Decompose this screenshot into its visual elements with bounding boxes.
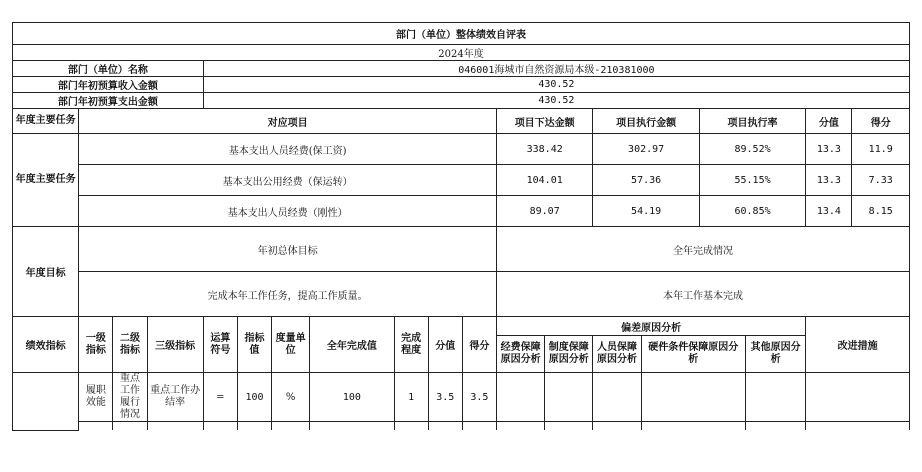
task-executed: 57.36 (593, 165, 699, 196)
perf-header-op: 运算符号 (203, 317, 237, 373)
dev-hardware-header: 硬件条件保障原因分析 (641, 336, 745, 373)
empty-cell (593, 422, 641, 431)
task-score-value: 13.4 (806, 196, 852, 227)
completion-header: 全年完成情况 (496, 227, 909, 272)
empty-cell (641, 422, 745, 431)
perf-header-score: 得分 (462, 317, 496, 373)
perf-header-target: 指标值 (237, 317, 271, 373)
budget-expense-value: 430.52 (203, 93, 909, 109)
budget-income-value: 430.52 (203, 77, 909, 93)
task-header-task: 年度主要任务 (13, 109, 79, 134)
self-evaluation-form (12, 22, 910, 431)
goals-label: 年度目标 (13, 227, 79, 317)
deviation-header: 偏差原因分析 (496, 317, 805, 336)
dept-name-value: 046001海城市自然资源局本级-210381000 (203, 61, 909, 77)
task-budget: 89.07 (496, 196, 592, 227)
dev-other-cell (746, 373, 806, 422)
perf-score-value: 3.5 (428, 373, 462, 422)
task-executed: 54.19 (593, 196, 699, 227)
initial-goal-text: 完成本年工作任务，提高工作质量。 (79, 272, 497, 317)
perf-score: 3.5 (462, 373, 496, 422)
task-rate: 55.15% (699, 165, 805, 196)
dev-hardware-cell (641, 373, 745, 422)
perf-header-unit: 度量单位 (272, 317, 310, 373)
task-budget: 104.01 (496, 165, 592, 196)
task-header-score-value: 分值 (806, 109, 852, 134)
empty-cell (428, 422, 462, 431)
perf-level1: 履职效能 (79, 373, 113, 422)
empty-cell (545, 422, 593, 431)
fiscal-year: 2024年度 (13, 45, 910, 61)
dev-personnel-cell (593, 373, 641, 422)
task-name: 基本支出人员经费（刚性） (79, 196, 497, 227)
empty-cell (147, 422, 203, 431)
perf-header-level3: 三级指标 (147, 317, 203, 373)
dev-other-header: 其他原因分析 (746, 336, 806, 373)
perf-annual: 100 (310, 373, 394, 422)
task-score: 11.9 (852, 134, 910, 165)
improve-cell (806, 373, 910, 422)
task-rate: 89.52% (699, 134, 805, 165)
perf-target: 100 (237, 373, 271, 422)
empty-cell (203, 422, 237, 431)
task-score-value: 13.3 (806, 134, 852, 165)
task-score-value: 13.3 (806, 165, 852, 196)
perf-header-level2: 二级指标 (113, 317, 147, 373)
perf-header-level1: 一级指标 (79, 317, 113, 373)
task-row-label: 年度主要任务 (13, 134, 79, 227)
perf-degree: 1 (394, 373, 428, 422)
perf-label: 绩效指标 (13, 317, 79, 373)
budget-expense-label: 部门年初预算支出金额 (13, 93, 204, 109)
perf-level2: 重点工作履行情况 (113, 373, 147, 422)
task-header-item: 对应项目 (79, 109, 497, 134)
task-header-rate: 项目执行率 (699, 109, 805, 134)
dept-name-label: 部门（单位）名称 (13, 61, 204, 77)
dev-system-header: 制度保障原因分析 (545, 336, 593, 373)
task-name: 基本支出人员经费(保工资) (79, 134, 497, 165)
form-title: 部门（单位）整体绩效自评表 (13, 23, 910, 45)
completion-text: 本年工作基本完成 (496, 272, 909, 317)
task-score: 7.33 (852, 165, 910, 196)
task-rate: 60.85% (699, 196, 805, 227)
dev-funding-header: 经费保障原因分析 (496, 336, 544, 373)
perf-row-label-cell (13, 373, 79, 431)
task-name: 基本支出公用经费（保运转） (79, 165, 497, 196)
empty-cell (806, 422, 910, 431)
dev-funding-cell (496, 373, 544, 422)
dev-personnel-header: 人员保障原因分析 (593, 336, 641, 373)
task-executed: 302.97 (593, 134, 699, 165)
perf-header-annual: 全年完成值 (310, 317, 394, 373)
empty-cell (272, 422, 310, 431)
task-header-score: 得分 (852, 109, 910, 134)
empty-cell (310, 422, 394, 431)
task-score: 8.15 (852, 196, 910, 227)
perf-op: = (203, 373, 237, 422)
perf-header-score-value: 分值 (428, 317, 462, 373)
empty-cell (496, 422, 544, 431)
task-header-budget: 项目下达金额 (496, 109, 592, 134)
empty-cell (113, 422, 147, 431)
task-budget: 338.42 (496, 134, 592, 165)
improve-header: 改进措施 (806, 317, 910, 373)
empty-cell (394, 422, 428, 431)
task-header-executed: 项目执行金额 (593, 109, 699, 134)
empty-cell (79, 422, 113, 431)
budget-income-label: 部门年初预算收入金额 (13, 77, 204, 93)
empty-cell (746, 422, 806, 431)
perf-unit: % (272, 373, 310, 422)
perf-level3: 重点工作办结率 (147, 373, 203, 422)
initial-goal-header: 年初总体目标 (79, 227, 497, 272)
empty-cell (462, 422, 496, 431)
perf-header-degree: 完成程度 (394, 317, 428, 373)
empty-cell (237, 422, 271, 431)
dev-system-cell (545, 373, 593, 422)
